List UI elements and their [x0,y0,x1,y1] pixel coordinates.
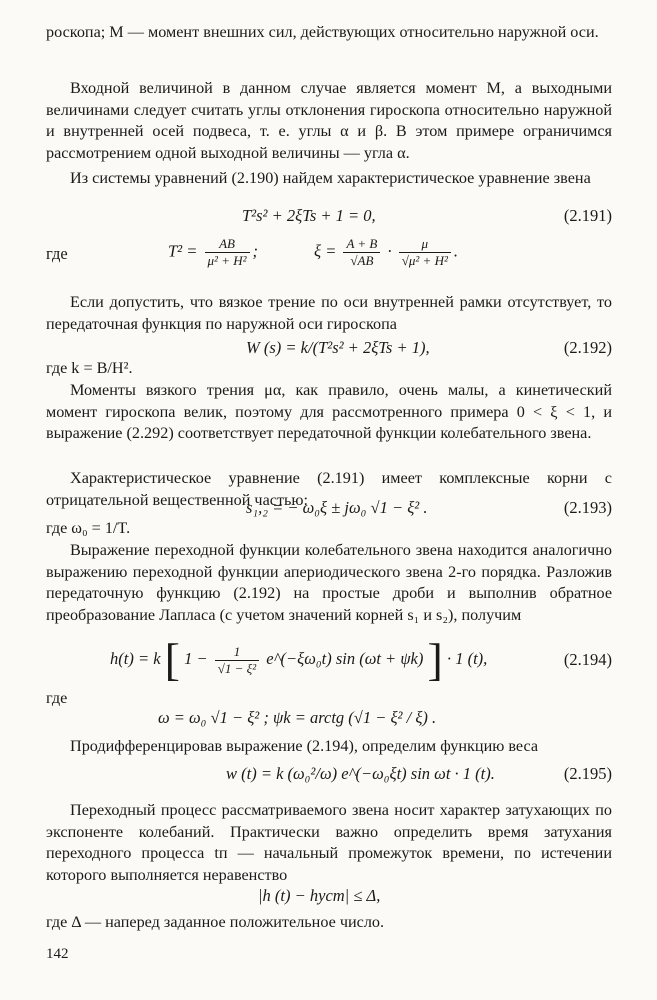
paragraph-12: Переходный процесс рассматриваемого звена носит характер затухающих по экспоненте колебаний. Практически важно определить время затухания переходного процесса tп — начальный промежуток времени, по истечении которого выполняется неравенство [46,801,612,884]
eq194-fraction [215,644,259,677]
inequality-formula: |h (t) − hуст| ≤ Δ, [258,886,381,905]
paragraph-3: Из системы уравнений (2.190) найдем характеристическое уравнение звена [70,169,591,187]
xi-denominator-1: √AB [350,253,374,268]
paragraph-10: где [46,689,68,707]
equation-number: (2.194) [563,650,612,669]
eq194-lhs: h(t) = k [110,648,161,668]
paragraph-6: Моменты вязкого трения μα, как правило, очень малы, а кинетический момент гироскопа велик, поэтому для рассмотренного примера 0 < ξ < 1, и выражение (2.292) соответствует передаточной функции колебательного звена. [46,381,612,443]
equation-number: (2.193) [563,498,612,517]
t-squared-definition [168,236,258,269]
xi-lhs: ξ = [314,241,337,261]
xi-fraction-1 [343,236,380,269]
paragraph-9: Выражение переходной функции колебательного звена находится аналогично выражению переходной функции апериодического звена 2-го порядка. Разложив передаточную функцию (2.192) на простые дроби и выполнив обратное преобразование Лапласа (с учетом значений корней s₁ и s₂), получим [46,541,612,624]
equation-formula: W (s) = k/(T²s² + 2ξTs + 1), [246,338,430,357]
equation-formula: w (t) = k (ω₀²/ω) e^(−ω₀ξt) sin ωt · 1 (t). [226,764,495,783]
t2-lhs: T² = [168,241,198,261]
paragraph-5: где k = B/H². [46,359,133,377]
paragraph-4: Если допустить, что вязкое трение по оси внутренней рамки отсутствует, то передаточная функция по наружной оси гироскопа [46,293,612,333]
paragraph-13: где Δ — наперед заданное положительное число. [46,913,385,931]
right-bracket: ] [427,634,443,685]
equation-formula: T²s² + 2ξTs + 1 = 0, [242,206,376,225]
paragraph-7: Характеристическое уравнение (2.191) имеет комплексные корни с отрицательной вещественной частью: [46,469,612,509]
equation-number: (2.192) [563,338,612,357]
where-label: где [46,244,68,263]
equation-2-191 [46,206,612,230]
eq194-one: 1 − [184,648,208,668]
t2-fraction [205,236,250,269]
paragraph-8: где ω₀ = 1/T. [46,519,131,537]
eq194-exponential: e^(−ξω₀t) sin (ωt + ψk) [266,648,424,668]
equation-2-195 [46,764,612,788]
inequality [46,886,612,910]
equation-formula: s₁,₂ = − ω₀ξ ± jω₀ √1 − ξ² . [246,498,428,517]
equation-number: (2.195) [563,764,612,783]
equation-2-194 [46,634,612,685]
paragraph-2: Входной величиной в данном случае является момент M, а выходными величинами следует считать углы отклонения гироскопа относительно наружной и внутренней осей подвеса, т. е. углы α и β. В этом примере ограничимся рассмотрением одной выходной величины — угла α. [46,79,612,162]
t2-separator: ; [252,241,258,261]
xi-fraction-2 [399,236,451,269]
left-bracket: [ [164,634,180,685]
equation-definitions [46,236,612,272]
xi-numerator-2: μ [399,236,451,253]
equation-number: (2.191) [563,206,612,225]
eq194-denominator: √1 − ξ² [217,660,257,676]
page-number: 142 [46,946,69,962]
equation-formula [110,634,488,685]
t2-denominator: μ² + H² [207,253,247,268]
paragraph-1: роскопа; M — момент внешних сил, действующих относительно наружной оси. [46,23,599,41]
eq194-tail: · 1 (t), [446,648,488,668]
equation-formula: ω = ω₀ √1 − ξ² ; ψk = arctg (√1 − ξ² / ξ) . [158,708,437,727]
equation-omega-psi [46,708,612,732]
multiply-dot: · [387,241,392,261]
xi-denominator-2: √μ² + H² [401,253,448,268]
t2-numerator: AB [205,236,250,253]
xi-numerator-1: A + B [343,236,380,253]
xi-end: . [453,241,458,261]
eq194-numerator: 1 [215,644,259,661]
paragraph-11: Продифференцировав выражение (2.194), определим функцию веса [70,737,539,755]
xi-definition [314,236,458,269]
